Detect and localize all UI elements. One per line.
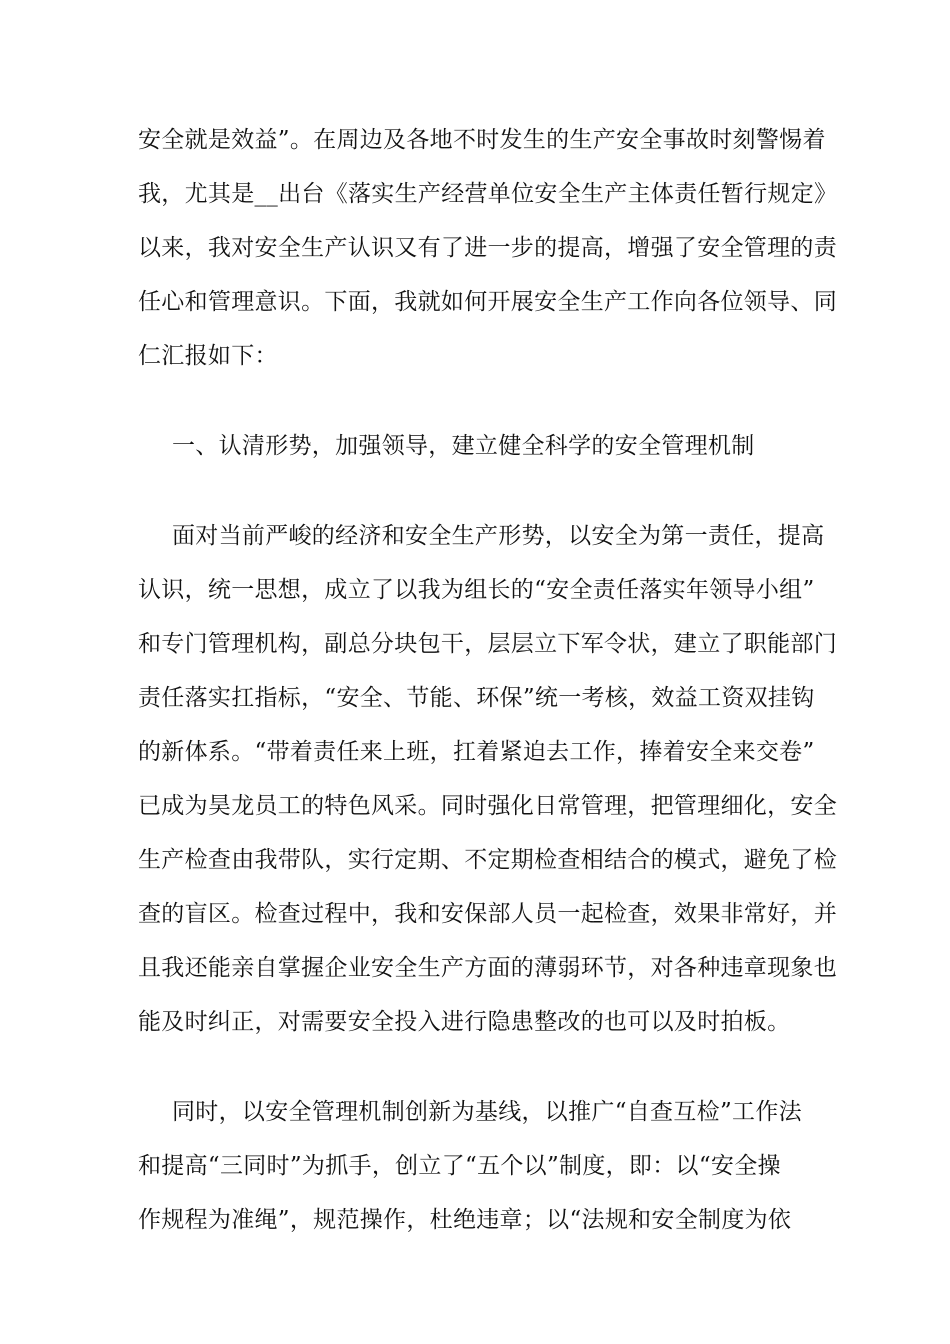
paragraph-1-line-4: 任心和管理意识。下面，我就如何开展安全生产工作向各位领导、同 [138,289,837,315]
paragraph-3-line-2: 和提高“三同时”为抓手，创立了“五个以”制度，即：以“安全操 [138,1153,781,1179]
paragraph-2-line-4: 责任落实扛指标，“安全、节能、环保”统一考核，效益工资双挂钩 [138,685,815,711]
paragraph-2-line-6: 已成为昊龙员工的特色风采。同时强化日常管理，把管理细化，安全 [138,793,837,819]
paragraph-2-line-2: 认识，统一思想，成立了以我为组长的“安全责任落实年领导小组” [138,577,815,603]
paragraph-3-line-3: 作规程为准绳”，规范操作，杜绝违章；以“法规和安全制度为依 [138,1207,792,1233]
paragraph-2-line-8: 查的盲区。检查过程中，我和安保部人员一起检查，效果非常好，并 [138,901,837,927]
paragraph-2-line-7: 生产检查由我带队，实行定期、不定期检查相结合的模式，避免了检 [138,847,837,873]
paragraph-1-line-5: 仁汇报如下： [138,343,278,369]
paragraph-2-line-9: 且我还能亲自掌握企业安全生产方面的薄弱环节，对各种违章现象也 [138,955,837,981]
paragraph-2-line-10: 能及时纠正，对需要安全投入进行隐患整改的也可以及时拍板。 [138,1009,791,1035]
paragraph-1-line-2: 我，尤其是__出台《落实生产经营单位安全生产主体责任暂行规定》 [138,181,838,207]
paragraph-2-line-5: 的新体系。“带着责任来上班，扛着紧迫去工作，捧着安全来交卷” [138,739,815,765]
paragraph-2-line-3: 和专门管理机构，副总分块包干，层层立下军令状，建立了职能部门 [138,631,837,657]
paragraph-3-line-1: 同时，以安全管理机制创新为基线，以推广“自查互检”工作法 [172,1099,802,1125]
paragraph-1-line-1: 安全就是效益”。在周边及各地不时发生的生产安全事故时刻警惕着 [138,127,826,153]
section-heading-1: 一、认清形势，加强领导，建立健全科学的安全管理机制 [172,433,755,459]
paragraph-1-line-3: 以来，我对安全生产认识又有了进一步的提高，增强了安全管理的责 [138,235,837,261]
paragraph-2-line-1: 面对当前严峻的经济和安全生产形势，以安全为第一责任，提高 [172,523,825,549]
